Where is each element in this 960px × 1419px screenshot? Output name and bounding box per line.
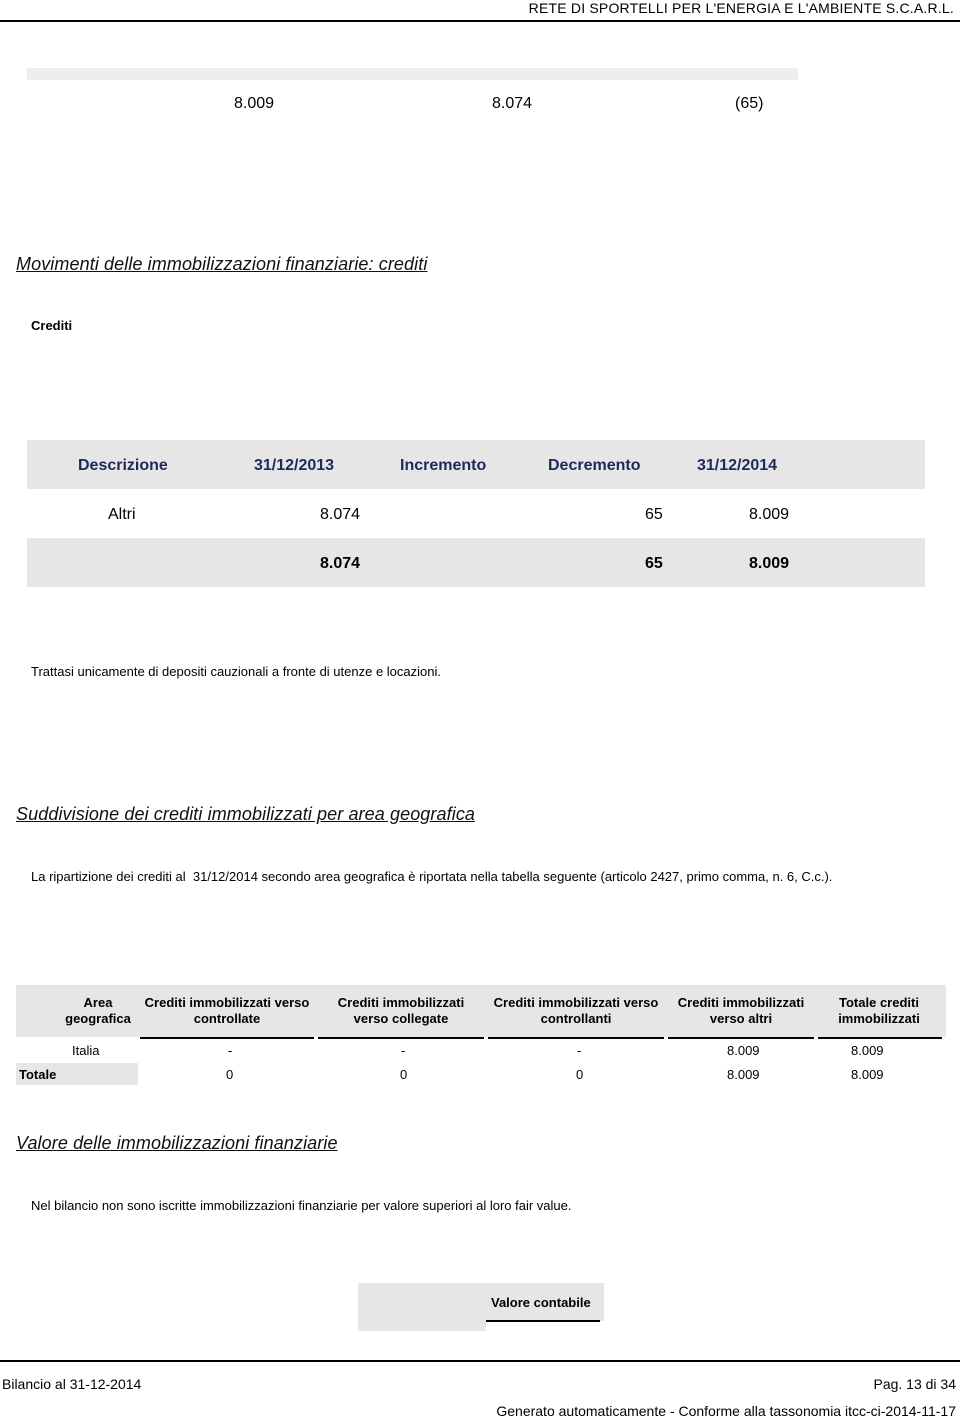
note-depositi: Trattasi unicamente di depositi cauzionali a fronte di utenze e locazioni. bbox=[31, 664, 441, 679]
subheading-crediti: Crediti bbox=[31, 318, 73, 333]
section-title-valore: Valore delle immobilizzazioni finanziarie bbox=[16, 1133, 338, 1153]
col-descrizione: Descrizione bbox=[78, 457, 168, 474]
col-collegate bbox=[318, 995, 484, 1027]
total-value-2: 8.074 bbox=[492, 95, 533, 112]
section-title-suddivisione: Suddivisione dei crediti immobilizzati per area geografica bbox=[16, 804, 476, 824]
company-header: RETE DI SPORTELLI PER L'ENERGIA E L'AMBIENTE S.C.A.R.L. bbox=[528, 0, 954, 16]
col-verso-altri bbox=[668, 995, 814, 1027]
cell-verso-altri: 8.009 bbox=[727, 1043, 760, 1058]
col-verso-altri-line1: Crediti immobilizzati bbox=[677, 995, 805, 1010]
paragraph-fair-value: Nel bilancio non sono iscritte immobilizzazioni finanziarie per valore superiori al loro fair value. bbox=[31, 1198, 572, 1213]
cell-controllanti: 0 bbox=[576, 1067, 584, 1082]
total-2014: 8.009 bbox=[749, 555, 790, 572]
cell-collegate: 0 bbox=[400, 1067, 408, 1082]
col-collegate-line2: verso collegate bbox=[353, 1011, 449, 1026]
cell-totale: 8.009 bbox=[851, 1043, 884, 1058]
header-underline bbox=[818, 1037, 942, 1039]
cell-2014: 8.009 bbox=[749, 506, 790, 523]
col-totale-crediti bbox=[818, 995, 940, 1027]
footer-generated: Generato automaticamente - Conforme alla tassonomia itcc-ci-2014-11-17 bbox=[496, 1403, 956, 1419]
col-verso-altri-line2: verso altri bbox=[709, 1011, 773, 1026]
col-controllate bbox=[140, 995, 314, 1027]
col-controllate-line2: controllate bbox=[193, 1011, 261, 1026]
cell-2013: 8.074 bbox=[320, 506, 361, 523]
col-area-line1: Area bbox=[83, 995, 113, 1010]
crediti-table-total-row bbox=[27, 538, 925, 587]
col-2013: 31/12/2013 bbox=[254, 457, 335, 474]
header-underline bbox=[140, 1037, 314, 1039]
footer-rule bbox=[0, 1360, 960, 1362]
col-2014: 31/12/2014 bbox=[697, 457, 778, 474]
section-title-movimenti: Movimenti delle immobilizzazioni finanziarie: crediti bbox=[16, 254, 428, 274]
col-totale-crediti-line1: Totale crediti bbox=[839, 995, 919, 1010]
header-underline bbox=[318, 1037, 484, 1039]
col-totale-crediti-line2: immobilizzati bbox=[838, 1011, 920, 1026]
col-decremento: Decremento bbox=[548, 457, 641, 474]
col-controllanti-line1: Crediti immobilizzati verso bbox=[493, 995, 659, 1010]
cell-verso-altri: 8.009 bbox=[727, 1067, 760, 1082]
col-controllanti-line2: controllanti bbox=[540, 1011, 612, 1026]
cell-collegate: - bbox=[401, 1043, 406, 1058]
footer-bilancio: Bilancio al 31-12-2014 bbox=[2, 1376, 142, 1392]
cell-controllanti: - bbox=[577, 1043, 582, 1058]
footer-page-number: Pag. 13 di 34 bbox=[873, 1376, 956, 1392]
row-label-italia: Italia bbox=[72, 1043, 100, 1058]
total-decremento: 65 bbox=[645, 555, 663, 572]
cell-descrizione: Altri bbox=[108, 506, 136, 523]
cell-controllate: - bbox=[228, 1043, 233, 1058]
previous-table-strip bbox=[27, 68, 798, 80]
paragraph-ripartizione: La ripartizione dei crediti al 31/12/2014 secondo area geografica è riportata nella tabella seguente (articolo 2427, primo comma, n. 6, C.c.). bbox=[31, 869, 833, 884]
col-area bbox=[58, 995, 138, 1027]
header-rule bbox=[0, 20, 960, 22]
cell-totale: 8.009 bbox=[851, 1067, 884, 1082]
total-2013: 8.074 bbox=[320, 555, 361, 572]
col-valore-contabile: Valore contabile bbox=[491, 1295, 591, 1310]
header-underline bbox=[488, 1037, 664, 1039]
col-controllate-line1: Crediti immobilizzati verso bbox=[144, 995, 310, 1010]
header-underline bbox=[668, 1037, 814, 1039]
total-value-1: 8.009 bbox=[234, 95, 275, 112]
row-label-totale: Totale bbox=[19, 1067, 57, 1082]
cell-controllate: 0 bbox=[226, 1067, 234, 1082]
col-area-line2: geografica bbox=[65, 1011, 131, 1026]
col-controllanti bbox=[488, 995, 664, 1027]
valore-table-stub bbox=[358, 1321, 486, 1331]
col-collegate-line1: Crediti immobilizzati bbox=[337, 995, 465, 1010]
total-value-3: (65) bbox=[735, 95, 764, 112]
cell-decremento: 65 bbox=[645, 506, 663, 523]
col-incremento: Incremento bbox=[400, 457, 487, 474]
header-underline bbox=[486, 1320, 600, 1322]
